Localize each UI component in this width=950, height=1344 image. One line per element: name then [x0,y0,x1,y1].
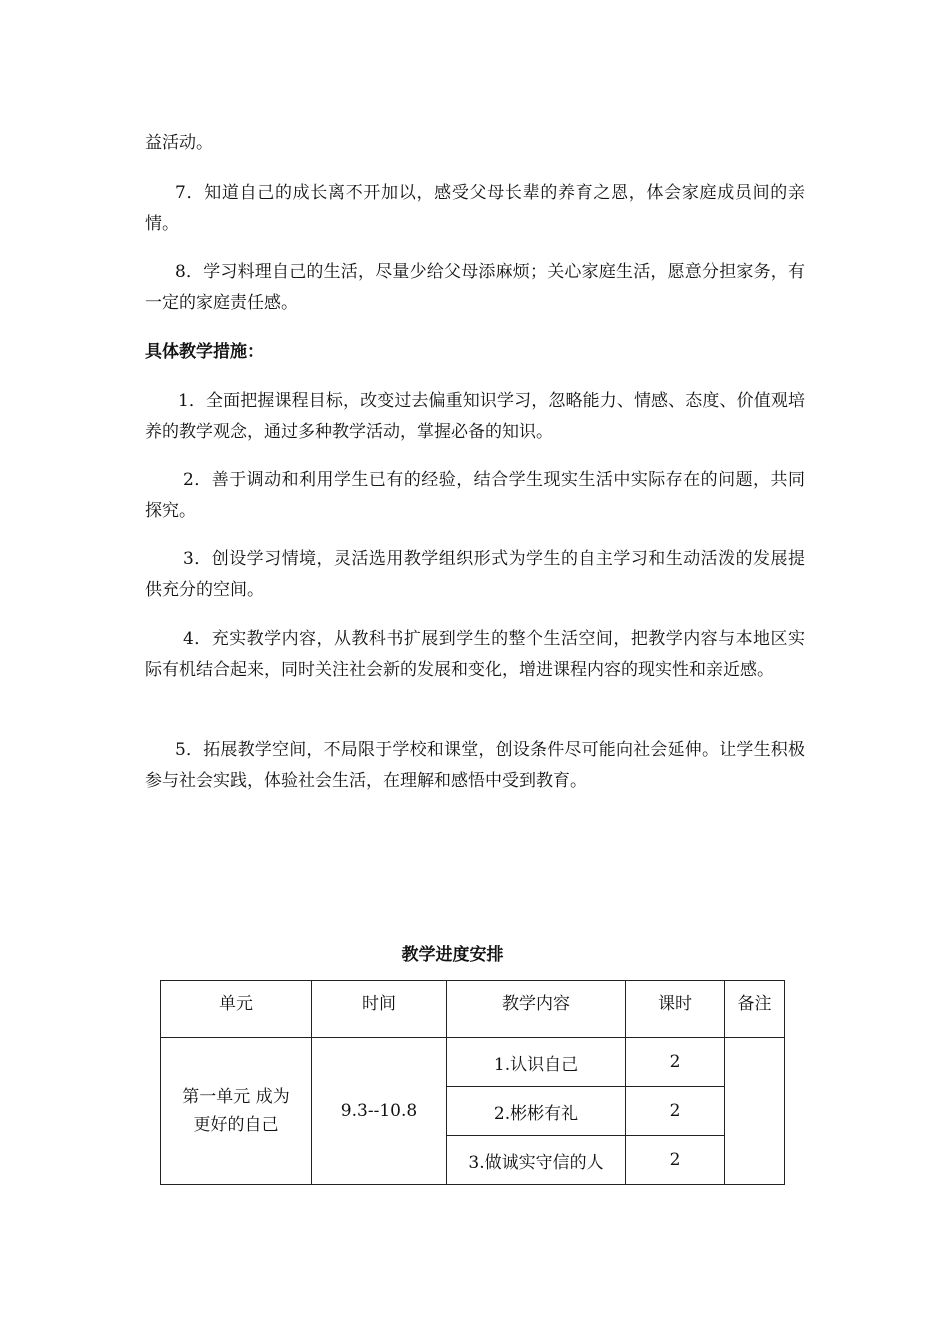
time-cell: 9.3--10.8 [312,1038,447,1185]
header-unit: 单元 [161,981,312,1038]
paragraph-continued: 益活动。 [145,133,213,153]
measure-item-5: 5．拓展教学空间，不局限于学校和课堂，创设条件尽可能向社会延伸。让学生积极参与社会实践，体验社会生活，在理解和感悟中受到教育。 [145,740,805,791]
paragraph-item-8: 8．学习料理自己的生活，尽量少给父母添麻烦；关心家庭生活，愿意分担家务，有一定的家庭责任感。 [145,262,805,313]
lesson-hours-2: 2 [626,1087,725,1136]
header-hours: 课时 [626,981,725,1038]
schedule-title: 教学进度安排 [401,945,504,965]
unit-cell [161,1038,312,1185]
unit-name-line-1: 第一单元 成为 [182,1087,290,1107]
header-time: 时间 [312,981,447,1038]
table-header-row [161,981,785,1038]
measure-item-1: 1．全面把握课程目标，改变过去偏重知识学习，忽略能力、情感、态度、价值观培养的教学观念，通过多种教学活动，掌握必备的知识。 [145,391,805,442]
table-row [161,1038,785,1087]
schedule-table [160,980,785,1185]
measure-item-2: 2．善于调动和利用学生已有的经验，结合学生现实生活中实际存在的问题，共同探究。 [145,470,805,521]
lesson-hours-3: 2 [626,1136,725,1185]
measures-heading: 具体教学措施： [145,342,264,362]
header-notes: 备注 [725,981,785,1038]
notes-cell [725,1038,785,1185]
lesson-hours-1: 2 [626,1038,725,1087]
paragraph-item-7: 7．知道自己的成长离不开加以，感受父母长辈的养育之恩，体会家庭成员间的亲情。 [145,183,805,234]
lesson-content-1: 1.认识自己 [447,1038,626,1087]
lesson-content-3: 3.做诚实守信的人 [447,1136,626,1185]
unit-name-line-2: 更好的自己 [193,1115,279,1135]
measure-item-4: 4．充实教学内容，从教科书扩展到学生的整个生活空间，把教学内容与本地区实际有机结合起来，同时关注社会新的发展和变化，增进课程内容的现实性和亲近感。 [145,629,805,680]
measure-item-3: 3．创设学习情境，灵活选用教学组织形式为学生的自主学习和生动活泼的发展提供充分的空间。 [145,549,805,600]
header-content: 教学内容 [447,981,626,1038]
lesson-content-2: 2.彬彬有礼 [447,1087,626,1136]
